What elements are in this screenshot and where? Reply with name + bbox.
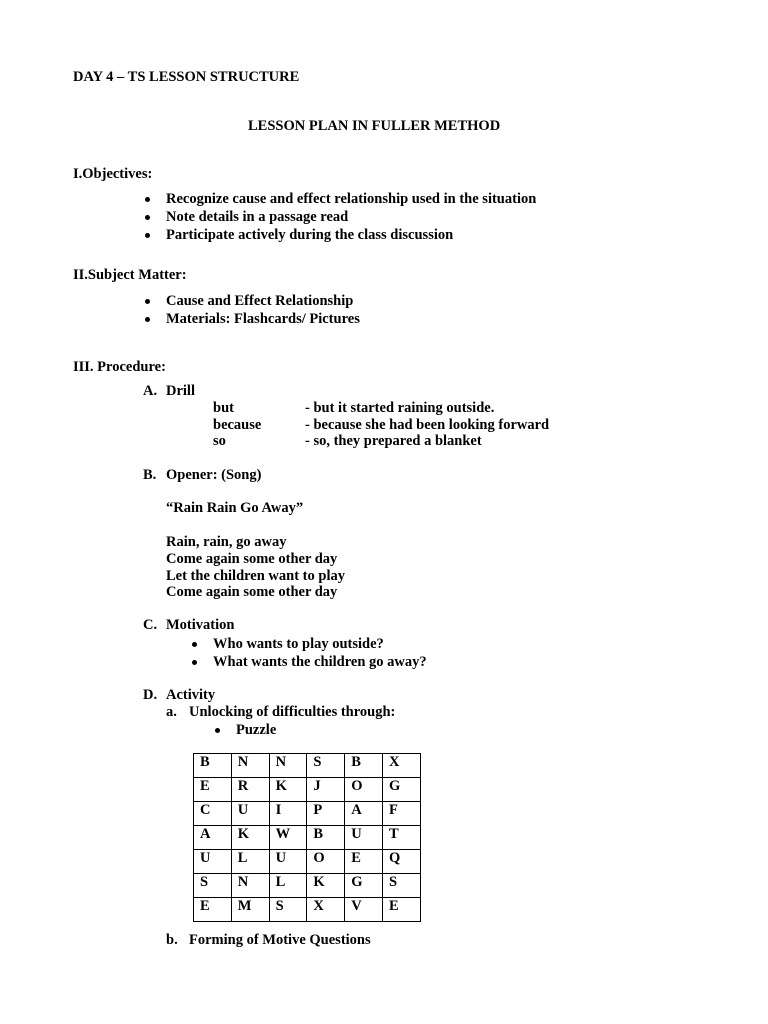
puzzle-cell: I	[269, 802, 307, 826]
drill-word: because	[213, 417, 262, 433]
puzzle-cell: X	[307, 898, 345, 922]
puzzle-row	[194, 874, 421, 898]
activity-marker: D.	[143, 687, 158, 703]
puzzle-cell: A	[345, 802, 383, 826]
motivation-label: Motivation	[166, 617, 235, 633]
puzzle-cell: Q	[382, 850, 420, 874]
puzzle-row	[194, 754, 421, 778]
puzzle-cell: K	[307, 874, 345, 898]
sub-b-label: Forming of Motive Questions	[189, 932, 371, 948]
subject-matter-heading: II.Subject Matter:	[73, 267, 187, 283]
puzzle-row	[194, 826, 421, 850]
puzzle-cell: U	[269, 850, 307, 874]
opener-label: Opener: (Song)	[166, 467, 262, 483]
song-title: “Rain Rain Go Away”	[166, 500, 304, 516]
puzzle-cell: E	[194, 778, 232, 802]
drill-sentence: - because she had been looking forward	[305, 417, 550, 433]
puzzle-cell: S	[307, 754, 345, 778]
puzzle-row	[194, 850, 421, 874]
document-header: DAY 4 – TS LESSON STRUCTURE	[73, 69, 300, 85]
puzzle-row	[194, 898, 421, 922]
puzzle-cell: O	[307, 850, 345, 874]
sub-a-marker: a.	[166, 704, 177, 720]
puzzle-cell: G	[382, 778, 420, 802]
puzzle-cell: G	[345, 874, 383, 898]
puzzle-cell: B	[194, 754, 232, 778]
bullet-icon	[145, 233, 150, 238]
puzzle-row	[194, 802, 421, 826]
bullet-icon	[192, 660, 197, 665]
lyric-line: Let the children want to play	[166, 568, 345, 584]
bullet-icon	[145, 317, 150, 322]
puzzle-cell: R	[231, 778, 269, 802]
page-title: LESSON PLAN IN FULLER METHOD	[248, 118, 501, 134]
drill-sentence: - but it started raining outside.	[305, 400, 495, 416]
puzzle-cell: N	[231, 874, 269, 898]
sub-b-marker: b.	[166, 932, 178, 948]
puzzle-cell: U	[231, 802, 269, 826]
puzzle-cell: S	[269, 898, 307, 922]
motivation-marker: C.	[143, 617, 158, 633]
puzzle-cell: S	[382, 874, 420, 898]
opener-marker: B.	[143, 467, 157, 483]
puzzle-cell: V	[345, 898, 383, 922]
objectives-heading: I.Objectives:	[73, 166, 153, 182]
puzzle-cell: C	[194, 802, 232, 826]
lyric-line: Come again some other day	[166, 551, 338, 567]
subject-item: Materials: Flashcards/ Pictures	[166, 311, 360, 327]
drill-sentence: - so, they prepared a blanket	[305, 433, 482, 449]
lyric-line: Rain, rain, go away	[166, 534, 287, 550]
puzzle-cell: B	[307, 826, 345, 850]
sub-a-label: Unlocking of difficulties through:	[189, 704, 396, 720]
puzzle-cell: E	[194, 898, 232, 922]
puzzle-cell: L	[231, 850, 269, 874]
drill-word: so	[213, 433, 226, 449]
puzzle-cell: K	[231, 826, 269, 850]
puzzle-cell: A	[194, 826, 232, 850]
puzzle-label: Puzzle	[236, 722, 277, 738]
puzzle-cell: U	[194, 850, 232, 874]
puzzle-cell: W	[269, 826, 307, 850]
drill-word: but	[213, 400, 234, 416]
puzzle-cell: N	[231, 754, 269, 778]
puzzle-cell: K	[269, 778, 307, 802]
objective-item: Recognize cause and effect relationship used in the situation	[166, 191, 537, 207]
puzzle-cell: N	[269, 754, 307, 778]
bullet-icon	[192, 642, 197, 647]
bullet-icon	[145, 215, 150, 220]
puzzle-cell: P	[307, 802, 345, 826]
puzzle-cell: T	[382, 826, 420, 850]
puzzle-cell: L	[269, 874, 307, 898]
puzzle-cell: O	[345, 778, 383, 802]
drill-marker: A.	[143, 383, 158, 399]
puzzle-cell: F	[382, 802, 420, 826]
bullet-icon	[145, 299, 150, 304]
procedure-heading: III. Procedure:	[73, 359, 166, 375]
objective-item: Note details in a passage read	[166, 209, 349, 225]
puzzle-cell: M	[231, 898, 269, 922]
bullet-icon	[145, 197, 150, 202]
puzzle-cell: U	[345, 826, 383, 850]
puzzle-cell: X	[382, 754, 420, 778]
activity-label: Activity	[166, 687, 216, 703]
puzzle-cell: S	[194, 874, 232, 898]
puzzle-cell: E	[345, 850, 383, 874]
puzzle-cell: E	[382, 898, 420, 922]
puzzle-cell: B	[345, 754, 383, 778]
objective-item: Participate actively during the class discussion	[166, 227, 454, 243]
motivation-item: What wants the children go away?	[213, 654, 427, 670]
puzzle-row	[194, 778, 421, 802]
drill-label: Drill	[166, 383, 195, 399]
lyric-line: Come again some other day	[166, 584, 338, 600]
motivation-item: Who wants to play outside?	[213, 636, 384, 652]
puzzle-cell: J	[307, 778, 345, 802]
word-search-puzzle	[193, 753, 421, 922]
bullet-icon	[215, 728, 220, 733]
subject-item: Cause and Effect Relationship	[166, 293, 354, 309]
